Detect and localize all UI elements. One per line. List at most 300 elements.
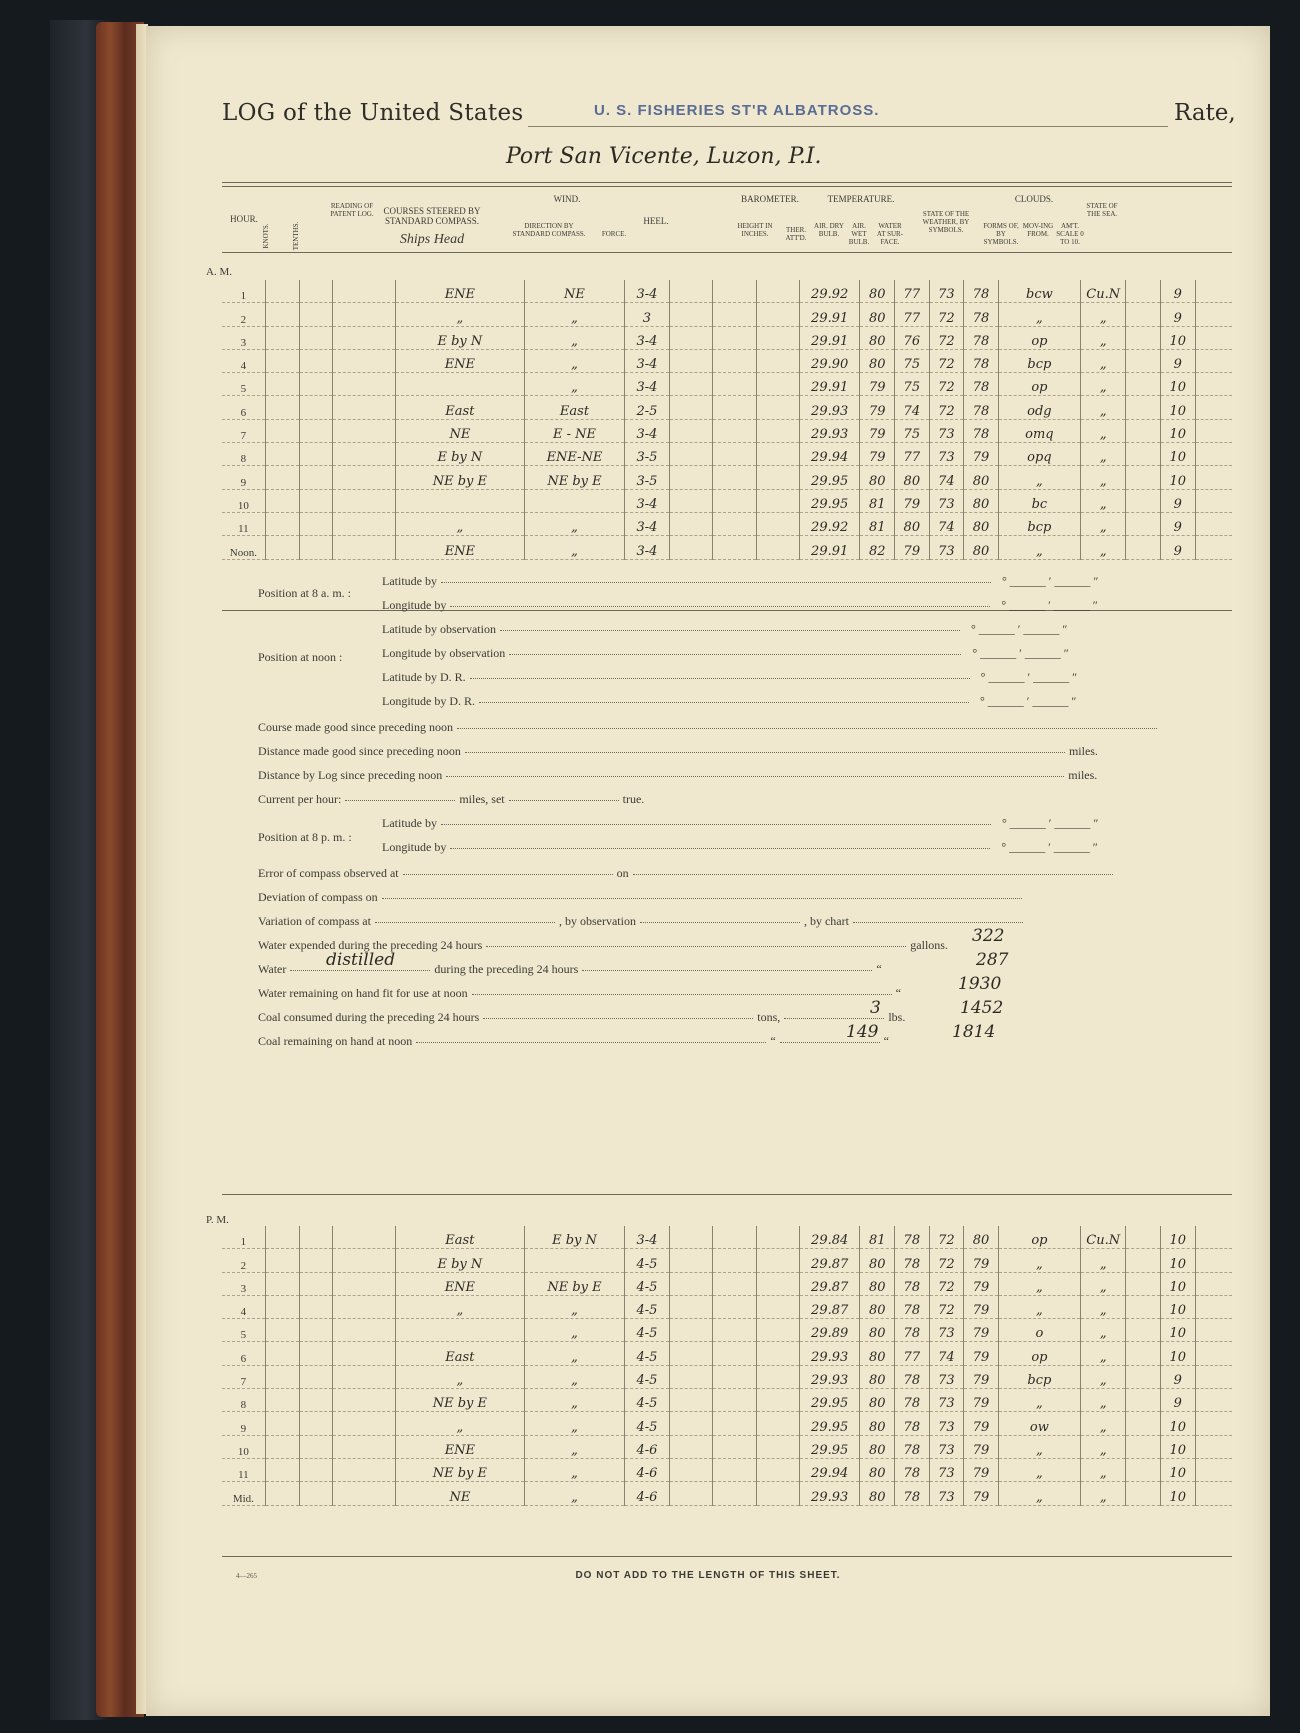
- entry-amount: 9: [1173, 287, 1182, 303]
- cell-force: [624, 1249, 669, 1272]
- cell-water: [964, 326, 999, 349]
- entry-amount: 10: [1169, 1326, 1187, 1342]
- cell-blank: [713, 303, 756, 326]
- cell-blank: [713, 326, 756, 349]
- cell-course: [395, 1295, 525, 1318]
- entry-weather: „: [1036, 1466, 1043, 1482]
- entry-force: 4-5: [636, 1326, 658, 1342]
- entry-course: East: [445, 1349, 475, 1365]
- entry-wind-dir: NE by E: [547, 1279, 602, 1295]
- col-cloud-forms: FORMS OF, BY SYMBOLS.: [983, 222, 1019, 246]
- cell-blank: [265, 1319, 300, 1342]
- cell-course: [395, 303, 525, 326]
- entry-water: 79: [972, 1396, 990, 1412]
- entry-course: NE by E: [432, 473, 488, 489]
- cell-weather: [998, 349, 1080, 372]
- cell-blank: [756, 1272, 799, 1295]
- form-label: “: [770, 1034, 776, 1048]
- cell-cloud-form: [1080, 1272, 1125, 1295]
- cell-blank: [1126, 1342, 1161, 1365]
- entry-baro: 29.94: [811, 1466, 849, 1482]
- cell-force: [624, 1226, 669, 1249]
- cell-blank: [1126, 1226, 1161, 1249]
- cell-blank: [265, 536, 300, 559]
- form-line: [254, 768, 1101, 783]
- entry-weather: „: [1036, 473, 1043, 489]
- cell-blank: [713, 373, 756, 396]
- cell-water: [964, 396, 999, 419]
- cell-blank: [1195, 1272, 1232, 1295]
- col-knots: KNOTS.: [262, 223, 270, 249]
- cell-cloud-form: [1080, 349, 1125, 372]
- entry-force: 3-4: [636, 357, 658, 373]
- entry-cloud-form: „: [1099, 1396, 1107, 1412]
- entry-force: 3-5: [636, 473, 658, 489]
- cell-wet: [929, 512, 964, 535]
- entry-weather: „: [1036, 1489, 1043, 1505]
- cell-weather: [998, 326, 1080, 349]
- entry-force: 3-4: [636, 380, 658, 396]
- header-rule-bottom: [222, 252, 1232, 253]
- entry-course: „: [456, 1303, 464, 1319]
- cell-ther: [860, 1365, 895, 1388]
- entry-wet: 73: [938, 1419, 955, 1435]
- cell-wet: [929, 1249, 964, 1272]
- entry-wet: 73: [938, 450, 955, 466]
- entry-ther: 80: [868, 1256, 886, 1272]
- cell-wind-dir: [525, 280, 624, 303]
- cell-wet: [929, 1435, 964, 1458]
- entry-dry: 77: [903, 450, 921, 466]
- cell-baro: [799, 466, 860, 489]
- dotted-leader: [509, 799, 619, 801]
- cell-force: [624, 373, 669, 396]
- cell-blank: [756, 396, 799, 419]
- form-number: 4—265: [236, 1572, 257, 1580]
- cell-baro: [799, 536, 860, 559]
- cell-blank: [713, 536, 756, 559]
- cell-blank: [332, 512, 395, 535]
- cell-blank: [332, 1272, 395, 1295]
- cell-blank: [265, 1249, 300, 1272]
- cell-blank: [713, 1226, 756, 1249]
- cell-weather: [998, 466, 1080, 489]
- cell-blank: [713, 1295, 756, 1318]
- cell-blank: [756, 303, 799, 326]
- cell-blank: [300, 373, 332, 396]
- cell-blank: [1126, 1249, 1161, 1272]
- cell-blank: [1126, 349, 1161, 372]
- cell-dry: [895, 396, 930, 419]
- entry-wind-dir: E - NE: [552, 427, 596, 443]
- cell-blank: [713, 1365, 756, 1388]
- entry-wind-dir: „: [571, 1396, 578, 1412]
- entry-baro: 29.92: [811, 287, 849, 303]
- cell-dry: [895, 512, 930, 535]
- cell-blank: [670, 536, 713, 559]
- cell-ther: [860, 303, 895, 326]
- entry-ther: 80: [868, 473, 886, 489]
- cell-blank: [265, 1435, 300, 1458]
- entry-force: 3-4: [636, 333, 658, 349]
- entry-weather: „: [1036, 1442, 1043, 1458]
- cell-dry: [895, 466, 930, 489]
- cell-amount: [1160, 396, 1195, 419]
- entry-wet: 74: [938, 473, 955, 489]
- entry-force: 4-5: [636, 1256, 658, 1272]
- form-label: Distance made good since preceding noon: [258, 744, 461, 758]
- cell-wind-dir: [525, 303, 624, 326]
- cell-cloud-form: [1080, 512, 1125, 535]
- cell-ther: [860, 396, 895, 419]
- dotted-leader: [450, 605, 990, 607]
- entry-course: E by N: [437, 450, 483, 466]
- cell-blank: [756, 1319, 799, 1342]
- entry-dry: 78: [903, 1373, 921, 1389]
- cell-ther: [860, 466, 895, 489]
- cell-dry: [895, 489, 930, 512]
- cell-blank: [265, 1389, 300, 1412]
- entry-amount: 10: [1169, 1279, 1187, 1295]
- entry-force: 4-5: [636, 1349, 658, 1365]
- form-label: Longitude by observation: [382, 646, 506, 660]
- dotted-leader: [465, 751, 1065, 753]
- cell-dry: [895, 373, 930, 396]
- entry-weather: „: [1036, 1303, 1043, 1319]
- log-row: [222, 326, 1232, 349]
- entry-course: ENE: [444, 287, 476, 303]
- entry-baro: 29.95: [811, 473, 849, 489]
- entry-cloud-form: „: [1099, 380, 1107, 396]
- cell-blank: [713, 1412, 756, 1435]
- entry-course: East: [445, 403, 475, 419]
- entry-course: NE: [449, 1489, 471, 1505]
- entry-wet: 73: [938, 1396, 955, 1412]
- entry-wet: 73: [938, 287, 955, 303]
- cell-blank: [756, 1249, 799, 1272]
- cell-baro: [799, 280, 860, 303]
- entry-cloud-form: „: [1099, 1256, 1107, 1272]
- cell-blank: [300, 419, 332, 442]
- cell-hour: 8: [222, 1389, 265, 1412]
- cell-baro: [799, 303, 860, 326]
- form-label: gallons.: [910, 938, 948, 952]
- cell-blank: [756, 536, 799, 559]
- cell-baro: [799, 419, 860, 442]
- entry-cloud-form: „: [1099, 1303, 1107, 1319]
- cell-blank: [300, 1435, 332, 1458]
- degree-fields: ° ______ ′ ______ ″: [967, 622, 1068, 636]
- cell-water: [964, 1365, 999, 1388]
- form-line: [254, 830, 356, 845]
- cell-weather: [998, 536, 1080, 559]
- cell-amount: [1160, 1249, 1195, 1272]
- entry-course: ENE: [444, 1279, 476, 1295]
- entry-ther: 81: [868, 496, 886, 512]
- pm-rule-top: [222, 1194, 1232, 1195]
- cell-baro: [799, 1435, 860, 1458]
- entry-amount: 10: [1169, 333, 1187, 349]
- cell-dry: [895, 1295, 930, 1318]
- cell-baro: [799, 1319, 860, 1342]
- cell-blank: [332, 373, 395, 396]
- form-line: [254, 890, 1022, 905]
- cell-amount: [1160, 326, 1195, 349]
- cell-wet: [929, 373, 964, 396]
- cell-water: [964, 443, 999, 466]
- entry-amount: 10: [1169, 1349, 1187, 1365]
- cell-force: [624, 1295, 669, 1318]
- cell-blank: [713, 1272, 756, 1295]
- entry-ther: 80: [868, 1326, 886, 1342]
- entry-force: 3-4: [636, 287, 658, 303]
- cell-baro: [799, 1295, 860, 1318]
- cell-dry: [895, 1458, 930, 1481]
- entry-force: 3: [642, 310, 652, 326]
- log-row: [222, 1342, 1232, 1365]
- entry-water: 80: [972, 520, 990, 536]
- cell-weather: [998, 1389, 1080, 1412]
- entry-dry: 79: [903, 543, 921, 559]
- cell-amount: [1160, 349, 1195, 372]
- cell-baro: [799, 1272, 860, 1295]
- cell-blank: [670, 1412, 713, 1435]
- cell-wind-dir: [525, 396, 624, 419]
- entry-wind-dir: NE by E: [547, 473, 602, 489]
- col-wind-force: FORCE.: [601, 230, 627, 238]
- cell-force: [624, 1482, 669, 1505]
- entry-wet: 74: [938, 520, 955, 536]
- cell-wet: [929, 303, 964, 326]
- form-label: “: [895, 986, 901, 1000]
- entry-water: 80: [972, 1233, 990, 1249]
- cell-blank: [265, 419, 300, 442]
- cell-wind-dir: [525, 512, 624, 535]
- entry-cloud-form: „: [1099, 357, 1107, 373]
- cell-baro: [799, 349, 860, 372]
- dotted-leader: [509, 653, 961, 655]
- entry-amount: 9: [1173, 520, 1182, 536]
- cell-wind-dir: [525, 1272, 624, 1295]
- log-row: [222, 419, 1232, 442]
- entry-water: 80: [972, 496, 990, 512]
- cell-water: [964, 1342, 999, 1365]
- form-line: [254, 986, 905, 1001]
- cell-baro: [799, 1458, 860, 1481]
- form-line: [378, 598, 1098, 613]
- form-label: Longitude by: [382, 840, 447, 854]
- col-tenths: TENTHS.: [292, 221, 300, 251]
- cell-wet: [929, 1295, 964, 1318]
- cell-dry: [895, 536, 930, 559]
- cell-blank: [670, 512, 713, 535]
- cell-cloud-form: [1080, 1295, 1125, 1318]
- entry-amount: 10: [1169, 1442, 1187, 1458]
- entry-baro: 29.95: [811, 496, 849, 512]
- cell-force: [624, 1319, 669, 1342]
- cell-blank: [1126, 1458, 1161, 1481]
- entry-cloud-form: „: [1099, 1466, 1107, 1482]
- entry-cloud-form: „: [1099, 1326, 1107, 1342]
- cell-amount: [1160, 443, 1195, 466]
- cell-blank: [670, 419, 713, 442]
- entry-baro: 29.90: [811, 357, 849, 373]
- log-row: [222, 1389, 1232, 1412]
- dotted-leader: [470, 677, 970, 679]
- cell-blank: [265, 1482, 300, 1505]
- entry-wind-dir: „: [571, 310, 578, 326]
- cell-ther: [860, 1272, 895, 1295]
- cell-blank: [756, 1226, 799, 1249]
- cell-blank: [332, 1412, 395, 1435]
- cell-blank: [1195, 1458, 1232, 1481]
- entry-water: 79: [972, 1349, 990, 1365]
- cell-course: [395, 1458, 525, 1481]
- entry-cloud-form: „: [1099, 543, 1107, 559]
- entry-weather: „: [1036, 1396, 1043, 1412]
- form-label: Latitude by: [382, 574, 437, 588]
- cell-wet: [929, 349, 964, 372]
- cell-course: [395, 1365, 525, 1388]
- cell-blank: [756, 326, 799, 349]
- entry-amount: 10: [1169, 473, 1187, 489]
- entry-cloud-form: „: [1099, 1373, 1107, 1389]
- entry-cloud-form: „: [1099, 1349, 1107, 1365]
- entry-cloud-form: „: [1099, 450, 1107, 466]
- cell-blank: [713, 1249, 756, 1272]
- cell-cloud-form: [1080, 1412, 1125, 1435]
- cell-blank: [332, 1482, 395, 1505]
- entry-water: 79: [972, 450, 990, 466]
- cell-blank: [332, 536, 395, 559]
- cell-wet: [929, 1226, 964, 1249]
- entry-wind-dir: „: [571, 333, 578, 349]
- cell-cloud-form: [1080, 326, 1125, 349]
- cell-force: [624, 1412, 669, 1435]
- handwritten-coal-remaining-tons: 149: [846, 1022, 879, 1042]
- am-log-table: [222, 280, 1232, 560]
- cell-wet: [929, 1412, 964, 1435]
- cell-amount: [1160, 303, 1195, 326]
- cell-blank: [332, 1435, 395, 1458]
- form-label: Coal remaining on hand at noon: [258, 1034, 413, 1048]
- cell-wind-dir: [525, 1435, 624, 1458]
- entry-wind-dir: „: [571, 1373, 578, 1389]
- cell-wet: [929, 1482, 964, 1505]
- cell-blank: [300, 1295, 332, 1318]
- entry-water: 79: [972, 1279, 990, 1295]
- entry-ther: 80: [868, 1303, 886, 1319]
- cell-hour: 10: [222, 1435, 265, 1458]
- entry-weather: op: [1031, 1233, 1048, 1249]
- entry-wet: 72: [938, 333, 955, 349]
- log-row: [222, 1226, 1232, 1249]
- cell-blank: [713, 419, 756, 442]
- cell-blank: [265, 1295, 300, 1318]
- cell-course: [395, 1412, 525, 1435]
- cell-baro: [799, 1226, 860, 1249]
- cell-dry: [895, 1319, 930, 1342]
- cell-force: [624, 349, 669, 372]
- cell-dry: [895, 419, 930, 442]
- cell-ther: [860, 326, 895, 349]
- entry-force: 4-6: [636, 1489, 658, 1505]
- cell-weather: [998, 512, 1080, 535]
- entry-wet: 72: [938, 403, 955, 419]
- cell-blank: [1126, 1365, 1161, 1388]
- cell-blank: [756, 373, 799, 396]
- cell-wet: [929, 280, 964, 303]
- cell-amount: [1160, 1435, 1195, 1458]
- cell-wind-dir: [525, 1412, 624, 1435]
- entry-amount: 10: [1169, 1233, 1187, 1249]
- cell-blank: [1126, 303, 1161, 326]
- entry-wet: 73: [938, 496, 955, 512]
- entry-force: 4-5: [636, 1396, 658, 1412]
- cell-force: [624, 536, 669, 559]
- entry-water: 78: [972, 357, 990, 373]
- form-label: Position at noon :: [258, 650, 343, 664]
- entry-cloud-form: Cu.N: [1086, 1233, 1121, 1249]
- cell-water: [964, 419, 999, 442]
- col-wind: WIND.: [553, 194, 581, 204]
- cell-blank: [332, 1249, 395, 1272]
- cell-blank: [265, 1342, 300, 1365]
- entry-wet: 72: [938, 380, 955, 396]
- cell-hour: Mid.: [222, 1482, 265, 1505]
- cell-blank: [1195, 1295, 1232, 1318]
- cell-cloud-form: [1080, 280, 1125, 303]
- cell-dry: [895, 1272, 930, 1295]
- cell-weather: [998, 419, 1080, 442]
- form-label: lbs.: [888, 1010, 906, 1024]
- pm-rule-bottom: [222, 1556, 1232, 1557]
- cell-cloud-form: [1080, 1482, 1125, 1505]
- log-title: LOG of the United States: [222, 100, 524, 126]
- entry-baro: 29.93: [811, 427, 849, 443]
- cell-blank: [265, 396, 300, 419]
- cell-blank: [332, 1389, 395, 1412]
- cell-blank: [300, 1389, 332, 1412]
- form-label: Current per hour:: [258, 792, 342, 806]
- entry-wind-dir: „: [571, 1303, 578, 1319]
- entry-baro: 29.93: [811, 1489, 849, 1505]
- entry-amount: 9: [1173, 496, 1182, 512]
- cell-hour: 9: [222, 1412, 265, 1435]
- entry-wind-dir: „: [571, 1466, 578, 1482]
- cell-course: [395, 419, 525, 442]
- entry-weather: omq: [1025, 427, 1054, 443]
- entry-ther: 80: [868, 1373, 886, 1389]
- dotted-leader: [640, 921, 800, 923]
- cell-hour: 5: [222, 1319, 265, 1342]
- cell-course: [395, 536, 525, 559]
- cell-dry: [895, 1412, 930, 1435]
- entry-water: 79: [972, 1442, 990, 1458]
- cell-ther: [860, 1458, 895, 1481]
- cell-wind-dir: [525, 1458, 624, 1481]
- cell-wind-dir: [525, 373, 624, 396]
- entry-water: 79: [972, 1419, 990, 1435]
- cell-blank: [756, 1435, 799, 1458]
- cell-blank: [265, 443, 300, 466]
- entry-wet: 73: [938, 1489, 955, 1505]
- entry-water: 78: [972, 333, 990, 349]
- cell-amount: [1160, 1342, 1195, 1365]
- cell-baro: [799, 1249, 860, 1272]
- entry-amount: 10: [1169, 1256, 1187, 1272]
- cell-hour: 4: [222, 1295, 265, 1318]
